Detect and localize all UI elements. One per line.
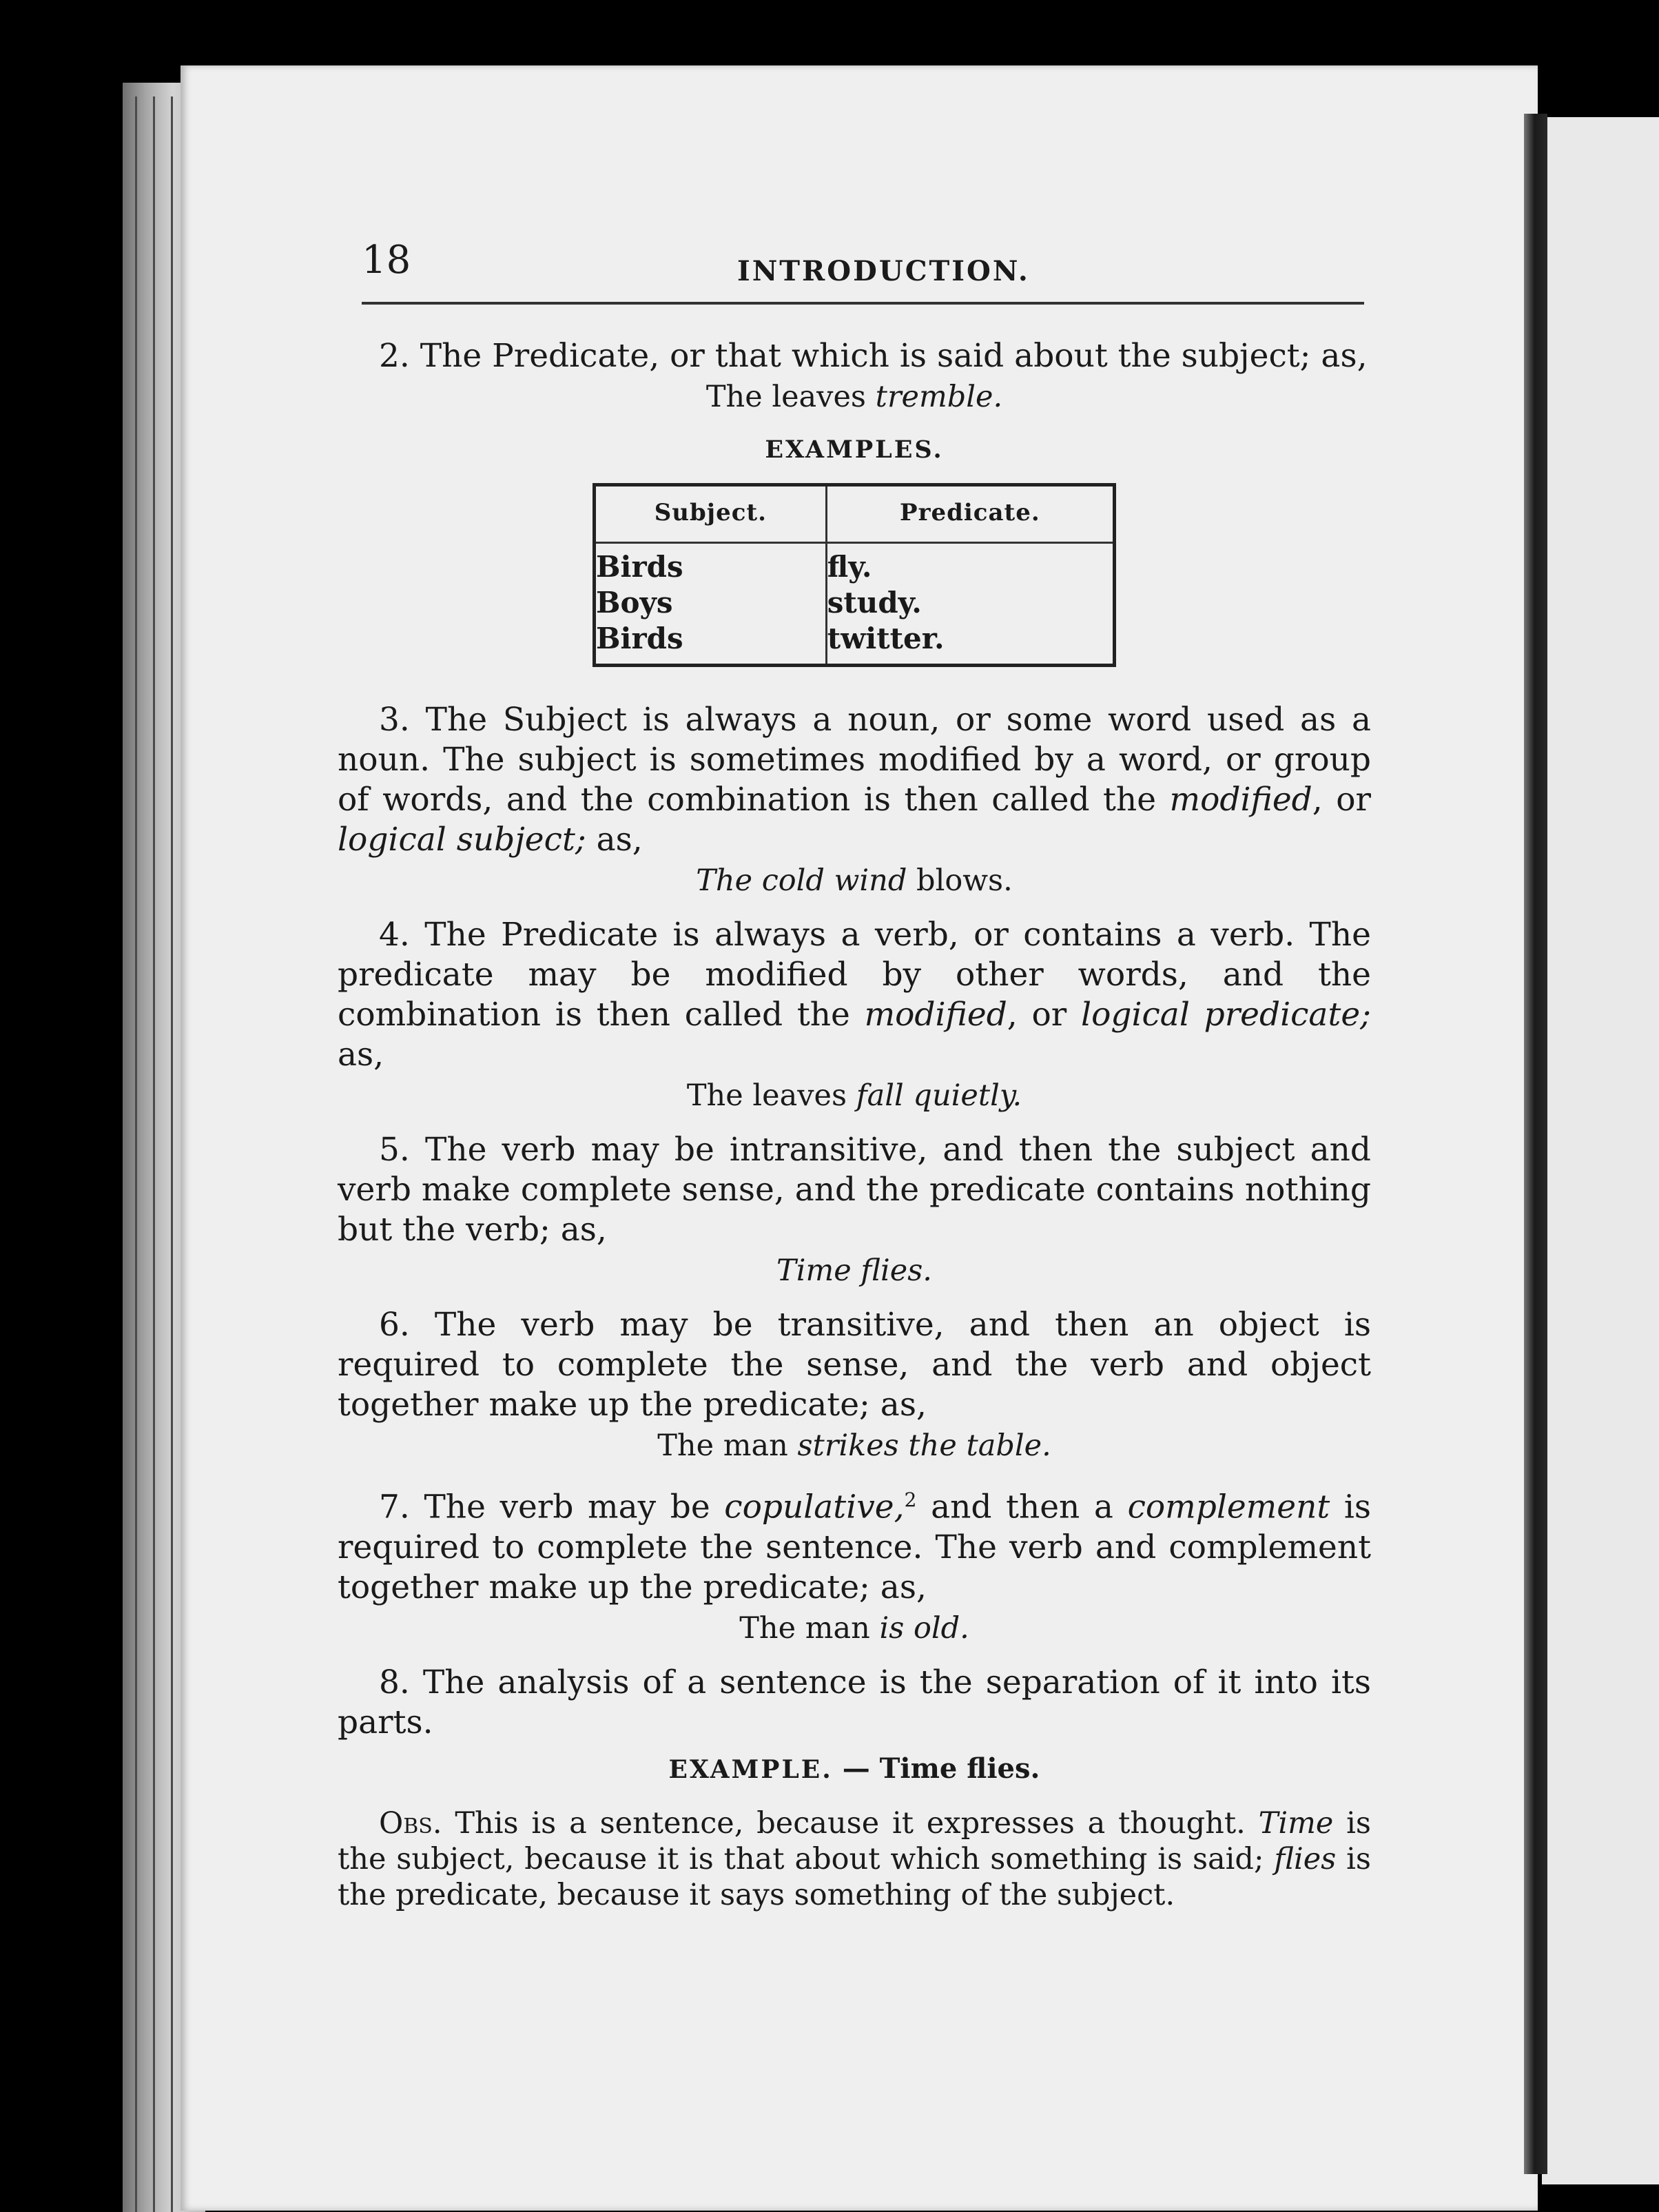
paragraph-3-italic: modified <box>1169 781 1312 819</box>
example-4-plain: The leaves <box>686 1078 856 1113</box>
predicate-header: Predicate. <box>826 485 1114 543</box>
paragraph-7 <box>338 1480 1371 1608</box>
page-edge-line <box>135 96 137 2212</box>
running-head <box>338 221 1371 289</box>
subject-cell: Boys <box>596 586 673 619</box>
predicate-cell: study. <box>827 586 922 619</box>
paragraph-4-italic: logical predicate; <box>1081 996 1371 1034</box>
obs-label: Obs. <box>379 1805 442 1841</box>
subject-cell: Birds <box>596 550 683 584</box>
subject-column <box>595 543 827 666</box>
example-2-italic: tremble. <box>875 380 1003 414</box>
example-6-plain: The man <box>657 1428 798 1463</box>
paragraph-4 <box>338 915 1371 1075</box>
facing-page-edge <box>1542 117 1659 2184</box>
paragraph-7-italic: complement <box>1127 1488 1330 1526</box>
example-5 <box>338 1251 1371 1290</box>
example-2-plain: The leaves <box>705 380 876 414</box>
page-edge-line <box>153 96 155 2212</box>
predicate-column <box>826 543 1114 666</box>
paragraph-5: 5. The verb may be intransitive, and then the subject and verb make complete sense, and the predicate contains nothing but the verb; as, <box>338 1131 1371 1249</box>
example-7-plain: The man <box>739 1610 880 1646</box>
example-5-italic: Time flies. <box>776 1253 932 1288</box>
example-3-italic: The cold wind <box>696 863 907 898</box>
paragraph-3 <box>338 700 1371 860</box>
example-text: — Time flies. <box>832 1752 1040 1785</box>
subject-header: Subject. <box>595 485 827 543</box>
paragraph-4-italic: modified <box>864 996 1007 1034</box>
example-3 <box>338 861 1371 900</box>
page-number: 18 <box>362 238 411 283</box>
paragraph-2-text: 2. The Predicate, or that which is said about the subject; as, <box>379 337 1368 375</box>
paragraph-3-text: as, <box>586 821 643 859</box>
paragraph-3-text: , or <box>1312 781 1371 819</box>
obs-text: This is a sentence, because it expresses a thought. <box>442 1805 1259 1841</box>
book-gutter <box>1524 114 1547 2174</box>
paragraph-7-text: 7. The verb may be <box>379 1488 725 1526</box>
example-2 <box>338 378 1371 416</box>
predicate-cell: twitter. <box>827 622 945 655</box>
example-7-italic: is old. <box>879 1610 969 1646</box>
paragraph-7-italic: copulative, <box>724 1488 905 1526</box>
running-title: INTRODUCTION. <box>737 255 1030 287</box>
examples-table <box>592 483 1116 667</box>
page-edge-line <box>171 96 173 2212</box>
paragraph-4-text: 4. The Predicate is always a verb, or contains a verb. The predicate may be modified by other words, and the combination is then called the <box>338 916 1371 1034</box>
header-rule <box>362 302 1364 305</box>
paragraph-3-text: 3. The Subject is always a noun, or some word used as a noun. The subject is sometimes modified by a word, or group of words, and the combination is then called the <box>338 701 1371 819</box>
example-7 <box>338 1609 1371 1648</box>
example-3-plain: blows. <box>907 863 1013 898</box>
example-heading <box>338 1752 1371 1785</box>
paragraph-4-text: , or <box>1007 996 1082 1034</box>
subject-cell: Birds <box>596 622 683 655</box>
paragraph-7-text: and then a <box>916 1488 1128 1526</box>
paragraph-4-text: as, <box>338 1036 384 1074</box>
obs-italic: flies <box>1274 1841 1337 1876</box>
obs-text: is the predicate, because it says something of the subject. <box>338 1841 1371 1912</box>
footnote-mark[interactable]: 2 <box>904 1488 917 1511</box>
paragraph-7-text: is required to complete the sentence. The verb and complement together make up the predicate; as, <box>338 1488 1371 1606</box>
obs-text: is the subject, because it is that about which something is said; <box>338 1805 1371 1876</box>
example-4 <box>338 1076 1371 1115</box>
example-6 <box>338 1426 1371 1465</box>
examples-heading: EXAMPLES. <box>765 436 944 464</box>
paragraph-3-italic: logical subject; <box>338 821 586 859</box>
example-6-italic: strikes the table. <box>797 1428 1051 1463</box>
paragraph-8: 8. The analysis of a sentence is the separation of it into its parts. <box>338 1663 1371 1741</box>
table-row <box>595 543 1115 666</box>
paragraph-6: 6. The verb may be transitive, and then an object is required to complete the sense, and the verb and object together make up the predicate; as, <box>338 1306 1371 1424</box>
predicate-cell: fly. <box>827 550 872 584</box>
table-header-row <box>595 485 1115 543</box>
obs-italic: Time <box>1258 1805 1334 1841</box>
example-label: EXAMPLE. <box>668 1754 833 1784</box>
paragraph-2 <box>338 336 1371 376</box>
example-4-italic: fall quietly. <box>856 1078 1022 1113</box>
page-content <box>338 221 1371 1913</box>
observation-note <box>338 1805 1371 1913</box>
